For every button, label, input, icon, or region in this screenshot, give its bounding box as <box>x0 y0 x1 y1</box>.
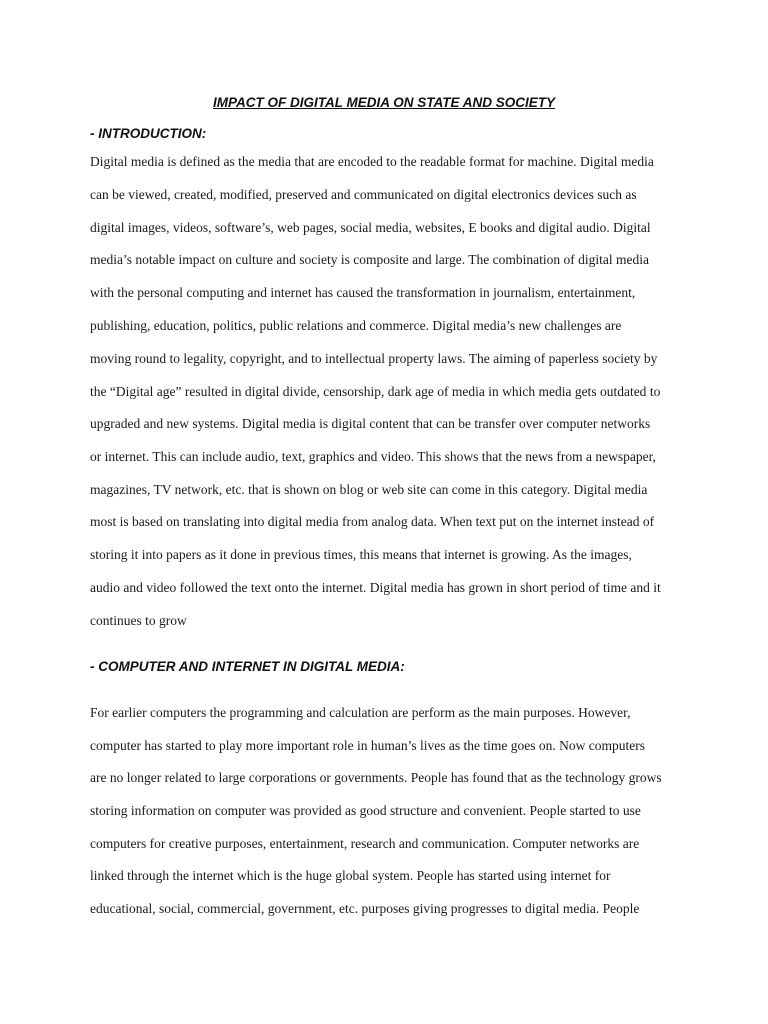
paragraph-line: publishing, education, politics, public relations and commerce. Digital media’s new challenges are <box>90 318 622 333</box>
heading-dash: - <box>90 659 99 674</box>
paragraph-line: most is based on translating into digital media from analog data. When text put on the internet instead of <box>90 514 655 529</box>
paragraph-line: Digital media is defined as the media that are encoded to the readable format for machine. Digital media <box>90 154 654 169</box>
paragraph-line: continues to grow <box>90 613 187 628</box>
paragraph-line: educational, social, commercial, government, etc. purposes giving progresses to digital media. People <box>90 901 640 916</box>
paragraph-line: can be viewed, created, modified, preserved and communicated on digital electronics devices such as <box>90 187 637 202</box>
heading-label: COMPUTER AND INTERNET IN DIGITAL MEDIA: <box>98 659 405 674</box>
paragraph-line: digital images, videos, software’s, web pages, social media, websites, E books and digital audio. Digital <box>90 220 651 235</box>
paragraph-line: computers for creative purposes, entertainment, research and communication. Computer networks are <box>90 836 640 851</box>
paragraph-line: media’s notable impact on culture and society is composite and large. The combination of digital media <box>90 252 649 267</box>
paragraph-line: with the personal computing and internet has caused the transformation in journalism, entertainment, <box>90 285 636 300</box>
document-title: IMPACT OF DIGITAL MEDIA ON STATE AND SOCIETY <box>213 95 555 110</box>
paragraph-line: moving round to legality, copyright, and to intellectual property laws. The aiming of paperless society by <box>90 351 658 366</box>
section-heading-introduction <box>90 126 206 141</box>
paragraph-line: are no longer related to large corporations or governments. People has found that as the technology grows <box>90 770 662 785</box>
paragraph-line: storing information on computer was provided as good structure and convenient. People started to use <box>90 803 641 818</box>
paragraph-line: audio and video followed the text onto the internet. Digital media has grown in short period of time and it <box>90 580 661 595</box>
paragraph-line: linked through the internet which is the huge global system. People has started using internet for <box>90 868 611 883</box>
paragraph-line: computer has started to play more important role in human’s lives as the time goes on. Now computers <box>90 738 645 753</box>
heading-label: INTRODUCTION: <box>98 126 207 141</box>
heading-dash: - <box>90 126 99 141</box>
section-heading-computer-internet <box>90 659 405 674</box>
paragraph-line: storing it into papers as it done in previous times, this means that internet is growing. As the images, <box>90 547 632 562</box>
paragraph-line: upgraded and new systems. Digital media is digital content that can be transfer over computer networks <box>90 416 651 431</box>
paragraph-line: or internet. This can include audio, text, graphics and video. This shows that the news from a newspaper, <box>90 449 656 464</box>
paragraph-line: magazines, TV network, etc. that is shown on blog or web site can come in this category. Digital media <box>90 482 648 497</box>
paragraph-line: For earlier computers the programming and calculation are perform as the main purposes. However, <box>90 705 631 720</box>
paragraph-line: the “Digital age” resulted in digital divide, censorship, dark age of media in which media gets outdated to <box>90 384 661 399</box>
